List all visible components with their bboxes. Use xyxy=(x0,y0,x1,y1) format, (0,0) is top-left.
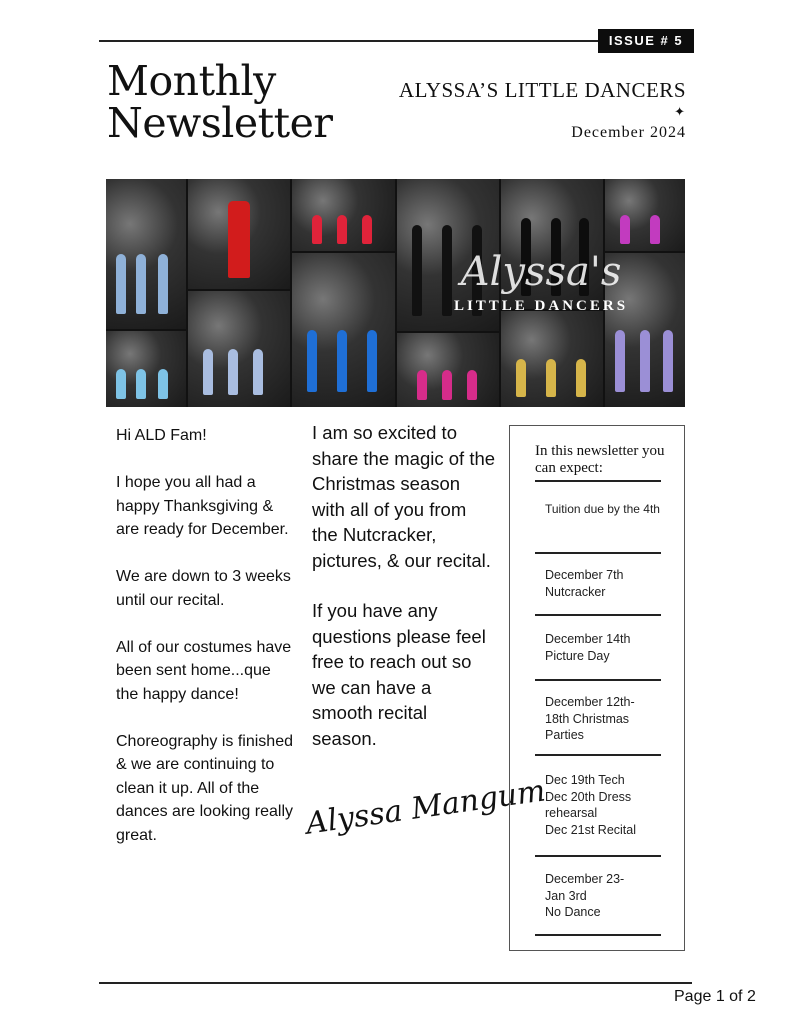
newsletter-title xyxy=(107,57,333,147)
paragraph: We are down to 3 weeks until our recital. xyxy=(116,568,291,609)
divider xyxy=(535,480,661,482)
divider xyxy=(535,754,661,756)
photo-collage xyxy=(106,179,685,407)
photo xyxy=(106,331,186,407)
paragraph: I hope you all had a happy Thanksgiving & are ready for December. xyxy=(116,474,289,538)
title-line-2: Newsletter xyxy=(107,99,333,147)
divider xyxy=(535,934,661,936)
paragraph: Hi ALD Fam! xyxy=(116,427,207,444)
photo xyxy=(188,179,290,289)
signature: Alyssa Mangum xyxy=(303,773,548,842)
paragraph: Choreography is finished & we are continuing to clean it up. All of the dances are looking really great. xyxy=(116,732,293,844)
contents-item: Tuition due by the 4th xyxy=(545,502,660,516)
contents-item: December 23- Jan 3rd No Dance xyxy=(545,872,625,919)
message-column xyxy=(312,420,497,776)
photo xyxy=(292,179,395,251)
logo-script: Alyssa's xyxy=(460,249,622,295)
photo xyxy=(106,179,186,329)
intro-column xyxy=(116,424,296,871)
contents-item: December 7th Nutcracker xyxy=(545,568,624,599)
paragraph: I am so excited to share the magic of the Christmas season with all of you from the Nutcracker, pictures, & our recital. xyxy=(312,422,496,571)
photo xyxy=(501,311,603,407)
logo-subtitle: LITTLE DANCERS xyxy=(453,298,629,314)
issue-date: December 2024 xyxy=(571,124,686,141)
divider xyxy=(535,552,661,554)
top-divider xyxy=(99,40,599,42)
photo xyxy=(397,333,499,407)
bottom-divider xyxy=(99,982,692,984)
photo xyxy=(292,253,395,407)
page-number: Page 1 of 2 xyxy=(674,988,756,1005)
contents-item: Dec 19th Tech Dec 20th Dress rehearsal Dec 21st Recital xyxy=(545,773,637,837)
studio-logo xyxy=(426,249,656,315)
title-line-1: Monthly xyxy=(107,57,276,105)
contents-heading: In this newsletter you can expect: xyxy=(535,443,665,476)
contents-box xyxy=(509,425,685,951)
divider xyxy=(535,679,661,681)
issue-badge: ISSUE # 5 xyxy=(598,29,694,53)
photo xyxy=(605,179,685,251)
photo xyxy=(188,291,290,407)
divider xyxy=(535,614,661,616)
contents-item: December 14th Picture Day xyxy=(545,632,631,663)
paragraph: If you have any questions please feel free to reach out so we can have a smooth recital season. xyxy=(312,600,486,749)
brand-name: ALYSSA’S LITTLE DANCERS xyxy=(398,78,686,102)
sparkle-icon: ✦ xyxy=(674,104,685,119)
paragraph: All of our costumes have been sent home...que the happy dance! xyxy=(116,638,292,703)
divider xyxy=(535,855,661,857)
contents-item: December 12th- 18th Christmas Parties xyxy=(545,695,635,742)
